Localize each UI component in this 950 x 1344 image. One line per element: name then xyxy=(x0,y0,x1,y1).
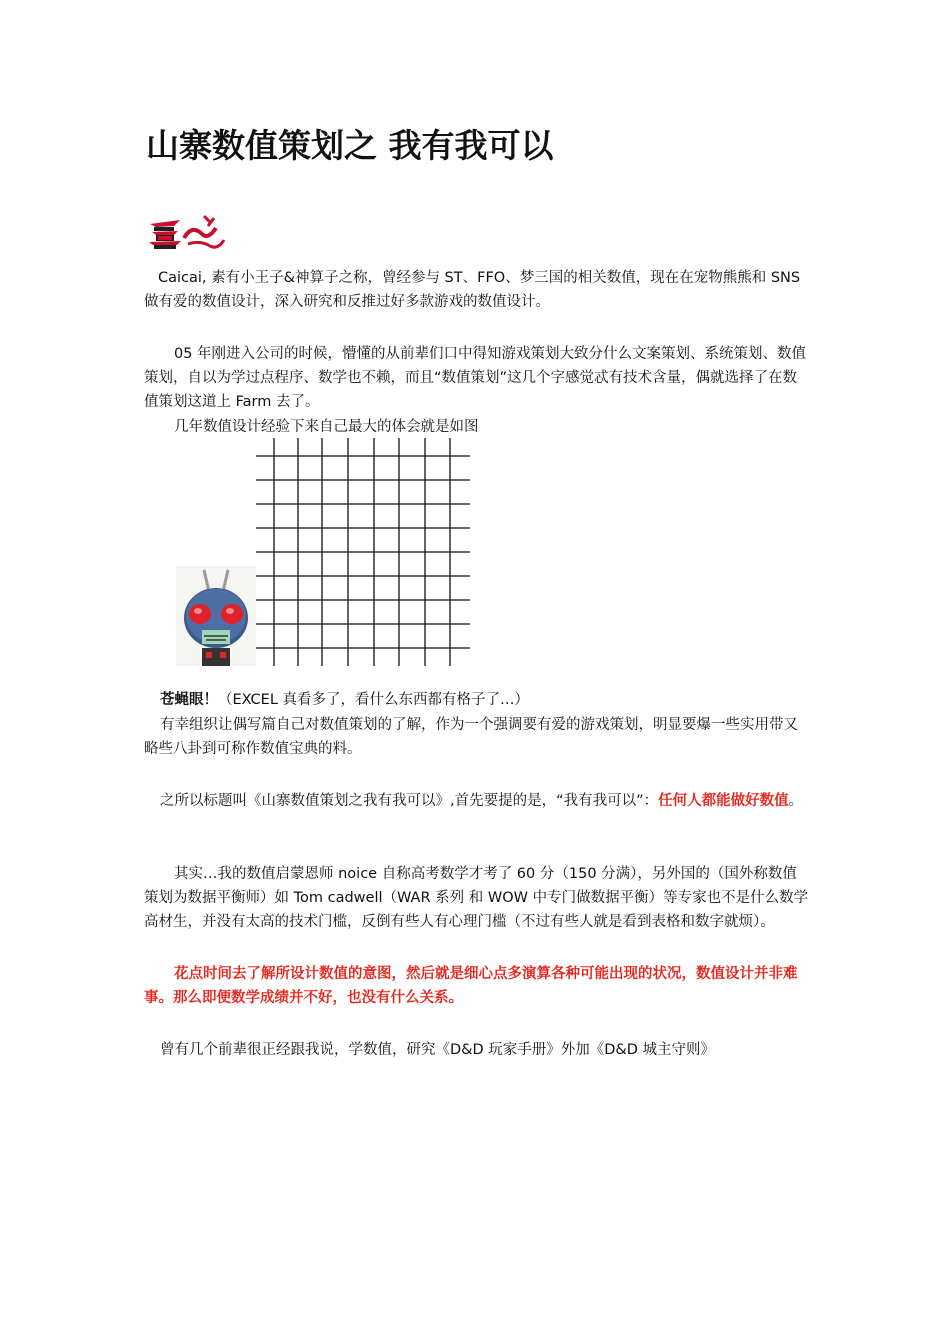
title-explain-text: 之所以标题叫《山寨数值策划之我有我可以》,首先要提的是，“我有我可以”： xyxy=(160,793,659,809)
kamen-rider-mask xyxy=(176,566,256,666)
paragraph-career: 05 年刚进入公司的时候，懵懂的从前辈们口中得知游戏策划大致分什么文案策划、系统策划、数值策划，自以为学过点程序、数学也不赖，而且“数值策划”这几个字感觉忒有技术含量，偶就选择了在数值策划这道上 Farm 去了。 xyxy=(144,346,807,410)
anyone-can-do-numbers: 任何人都能做好数值 xyxy=(658,793,789,809)
fly-eye-remark: （EXCEL 真看多了，看什么东西都有格子了…） xyxy=(218,692,530,708)
title-explain-end: 。 xyxy=(788,793,804,809)
page-title: 山寨数值策划之 我有我可以 xyxy=(146,126,554,165)
paragraph-purpose: 有幸组织让偶写篇自己对数值策划的了解，作为一个强调要有爱的游戏策划，明显要爆一些实用带又略些八卦到可称作数值宝典的料。 xyxy=(144,717,798,757)
spreadsheet-grid xyxy=(256,438,470,666)
paragraph-key-advice: 花点时间去了解所设计数值的意图，然后就是细心点多演算各种可能出现的状况，数值设计并非难事。那么即便数学成绩并不好，也没有什么关系。 xyxy=(144,966,798,1006)
fly-eye-highlight: 苍蝇眼！ xyxy=(160,692,218,708)
paragraph-mentor: 其实…我的数值启蒙恩师 noice 自称高考数学才考了 60 分（150 分满），另外国的（国外称数值策划为数据平衡师）如 Tom cadwell（WAR 系列 和 WOW 中专门做数据平衡）等专家也不是什么数学高材生，并没有太高的技术门槛，反倒有些人有心理门槛（不过有些人就是看到表格和数字就烦）。 xyxy=(144,866,809,930)
paragraph-fly-eye xyxy=(144,688,810,712)
paragraph-title-explain xyxy=(144,789,810,813)
paragraph-figure-caption: 几年数值设计经验下来自己最大的体会就是如图 xyxy=(174,419,479,435)
intro-paragraph: Caicai, 素有小王子&神算子之称，曾经参与 ST、FFO、梦三国的相关数值，现在在宠物熊熊和 SNS 做有爱的数值设计，深入研究和反推过好多款游戏的数值设计。 xyxy=(144,270,801,310)
paragraph-dnd: 曾有几个前辈很正经跟我说，学数值，研究《D&D 玩家手册》外加《D&D 城主守则》 xyxy=(160,1042,715,1058)
shanzhai-pagoda-logo xyxy=(144,210,226,252)
